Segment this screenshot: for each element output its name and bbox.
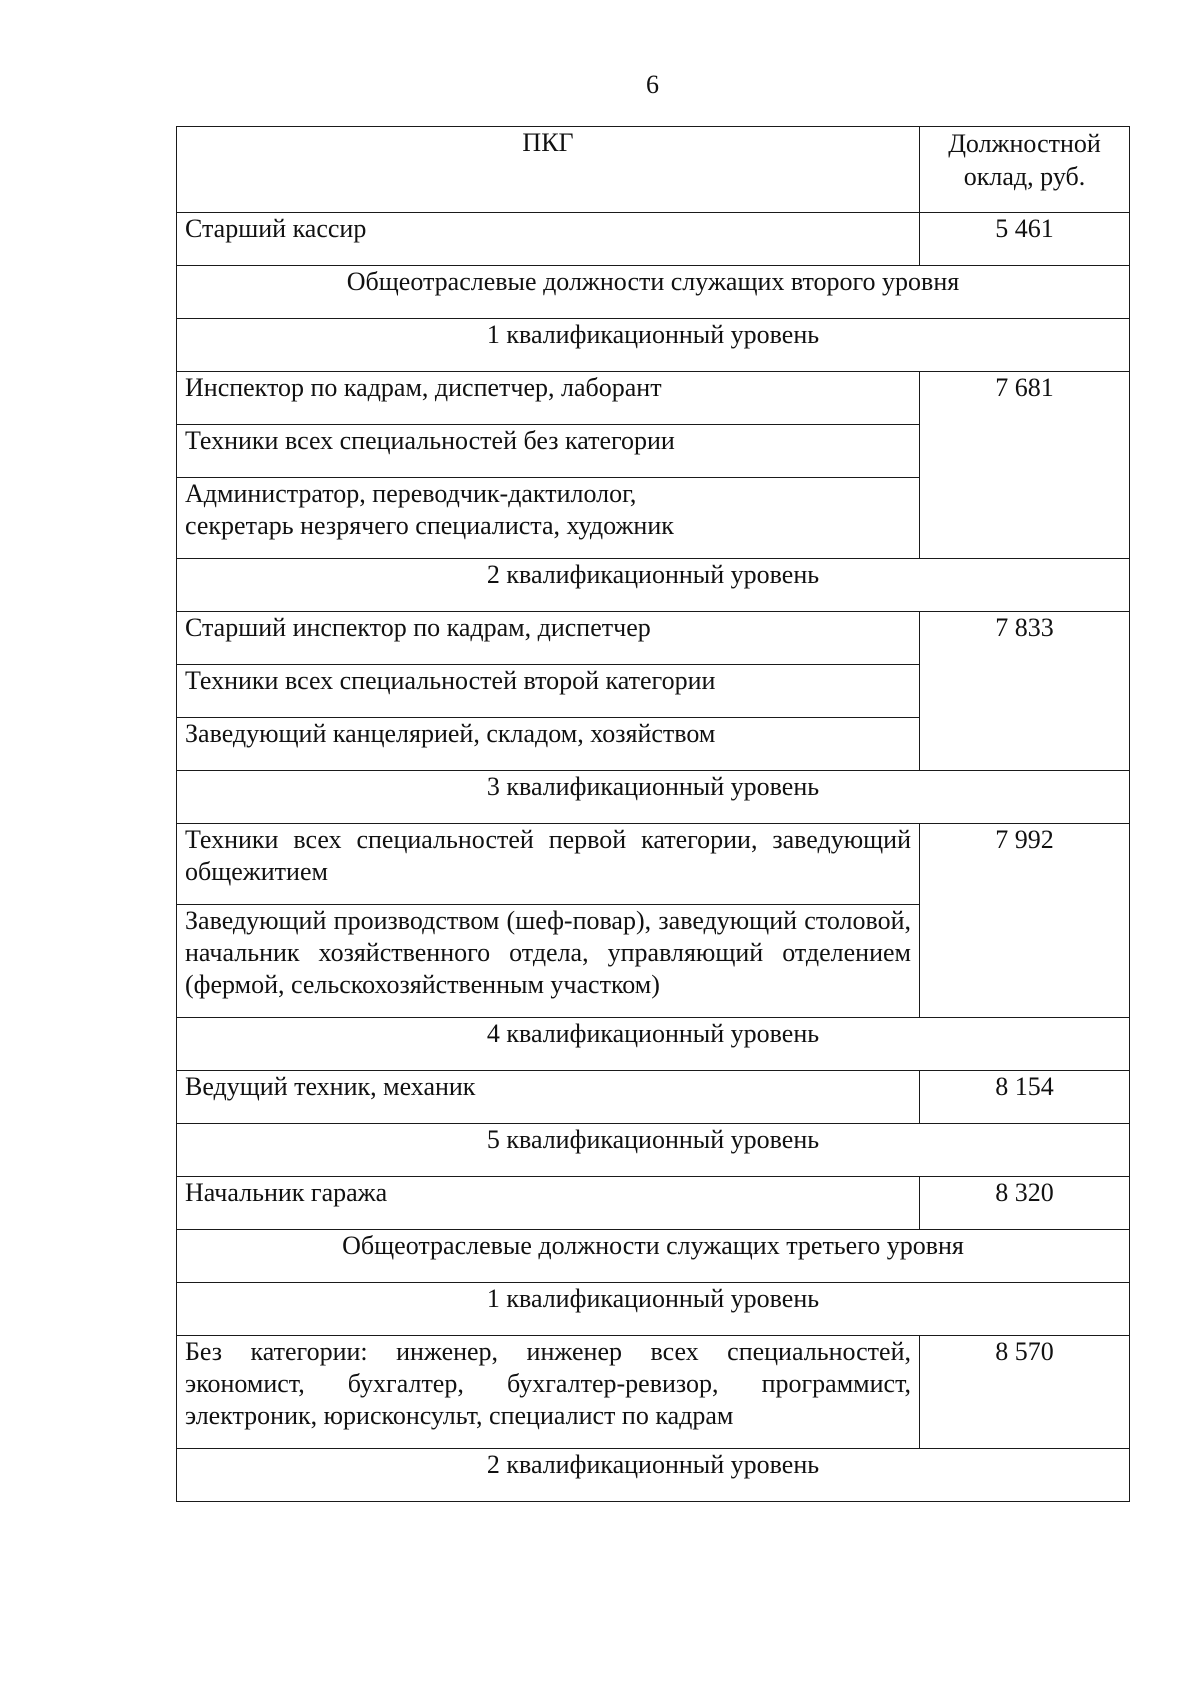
- salary-table: [176, 126, 1130, 1502]
- table-row: [177, 372, 1130, 425]
- group-row: [177, 1124, 1130, 1177]
- position-name: [177, 478, 920, 559]
- table-header-row: [177, 127, 1130, 213]
- position-name: Старший инспектор по кадрам, диспетчер: [177, 612, 920, 665]
- position-name: Техники всех специальностей второй категории: [177, 665, 920, 718]
- position-name: Техники всех специальностей первой категории, заведующий общежитием: [177, 824, 920, 905]
- salary-value: 8 320: [920, 1177, 1130, 1230]
- salary-value: 7 992: [920, 824, 1130, 1018]
- salary-value: 8 570: [920, 1336, 1130, 1449]
- position-name: Без категории: инженер, инженер всех специальностей, экономист, бухгалтер, бухгалтер-ревизор, программист, электроник, юрисконсульт, специалист по кадрам: [177, 1336, 920, 1449]
- group-row: [177, 266, 1130, 319]
- salary-value: 7 681: [920, 372, 1130, 559]
- table-row: [177, 612, 1130, 665]
- position-name: Заведующий производством (шеф-повар), заведующий столовой, начальник хозяйственного отдела, управляющий отделением (фермой, сельскохозяйственным участком): [177, 905, 920, 1018]
- table-row: [177, 824, 1130, 905]
- table-row: [177, 1336, 1130, 1449]
- table-row: [177, 1177, 1130, 1230]
- group-row: [177, 1018, 1130, 1071]
- header-salary: [920, 127, 1130, 213]
- group-title: Общеотраслевые должности служащих второго уровня: [177, 266, 1130, 319]
- qualification-level: 1 квалификационный уровень: [177, 1283, 1130, 1336]
- group-row: [177, 559, 1130, 612]
- group-row: [177, 1449, 1130, 1502]
- position-name-line1: Администратор, переводчик-дактилолог,: [185, 479, 637, 508]
- salary-value: 8 154: [920, 1071, 1130, 1124]
- position-name: Техники всех специальностей без категории: [177, 425, 920, 478]
- position-name: Ведущий техник, механик: [177, 1071, 920, 1124]
- page-number: 6: [646, 70, 659, 99]
- qualification-level: 3 квалификационный уровень: [177, 771, 1130, 824]
- header-salary-line1: Должностной: [948, 129, 1101, 158]
- table-row: [177, 1071, 1130, 1124]
- header-pkg: ПКГ: [177, 127, 920, 213]
- qualification-level: 2 квалификационный уровень: [177, 559, 1130, 612]
- salary-value: 7 833: [920, 612, 1130, 771]
- group-title: Общеотраслевые должности служащих третьего уровня: [177, 1230, 1130, 1283]
- position-name-line2: секретарь незрячего специалиста, художник: [185, 511, 674, 540]
- group-row: [177, 319, 1130, 372]
- position-name: Инспектор по кадрам, диспетчер, лаборант: [177, 372, 920, 425]
- qualification-level: 2 квалификационный уровень: [177, 1449, 1130, 1502]
- group-row: [177, 1230, 1130, 1283]
- header-salary-line2: оклад, руб.: [963, 162, 1086, 191]
- qualification-level: 5 квалификационный уровень: [177, 1124, 1130, 1177]
- group-row: [177, 1283, 1130, 1336]
- table-row: [177, 213, 1130, 266]
- qualification-level: 4 квалификационный уровень: [177, 1018, 1130, 1071]
- position-name: Старший кассир: [177, 213, 920, 266]
- group-row: [177, 771, 1130, 824]
- position-name: Начальник гаража: [177, 1177, 920, 1230]
- position-name: Заведующий канцелярией, складом, хозяйством: [177, 718, 920, 771]
- salary-value: 5 461: [920, 213, 1130, 266]
- qualification-level: 1 квалификационный уровень: [177, 319, 1130, 372]
